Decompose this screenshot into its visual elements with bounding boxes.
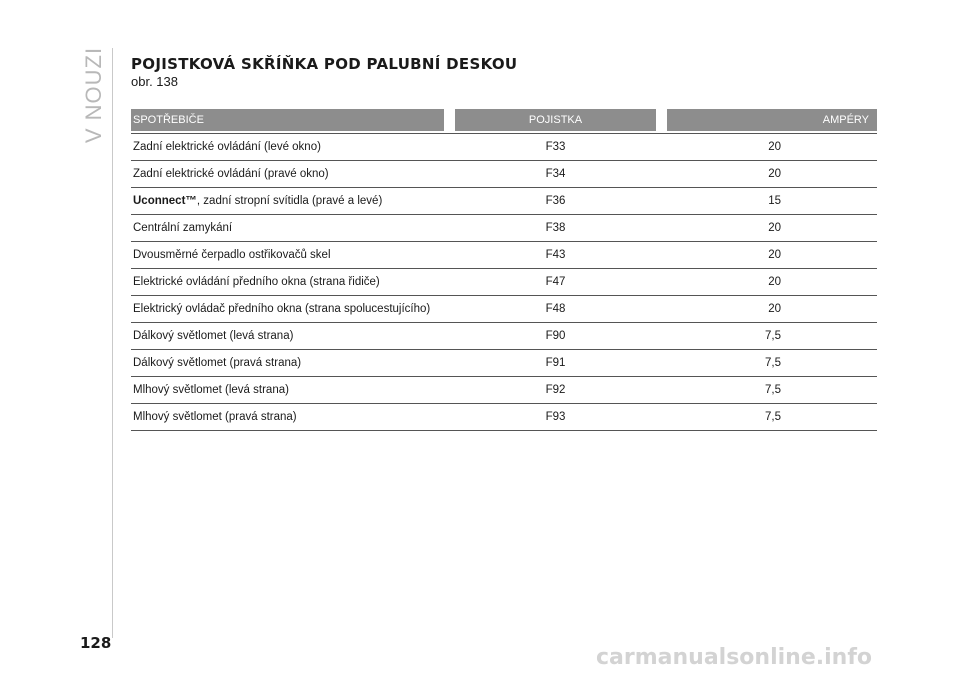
table-row	[131, 350, 877, 377]
table-row	[131, 215, 877, 242]
header-amps: AMPÉRY	[667, 109, 877, 131]
table-row	[131, 323, 877, 350]
cell-consumer	[131, 168, 455, 180]
consumer-text: Dálkový světlomet (levá strana)	[133, 330, 294, 342]
section-tab	[82, 40, 106, 150]
cell-consumer	[131, 249, 455, 261]
cell-fuse: F47	[545, 276, 566, 288]
watermark: carmanualsonline.info	[596, 645, 872, 670]
table-row	[131, 188, 877, 215]
cell-consumer	[131, 222, 455, 234]
header-fuse: POJISTKA	[455, 109, 656, 131]
cell-fuse: F91	[545, 357, 566, 369]
cell-fuse: F48	[545, 303, 566, 315]
consumer-text: Elektrický ovládač předního okna (strana spolucestujícího)	[133, 303, 431, 315]
header-consumer: SPOTŘEBIČE	[131, 109, 444, 131]
cell-amps: 20	[768, 276, 781, 288]
cell-consumer	[131, 303, 455, 315]
table-row	[131, 161, 877, 188]
cell-amps: 7,5	[765, 357, 781, 369]
consumer-text: , zadní stropní svítidla (pravé a levé)	[196, 195, 383, 207]
table-row	[131, 134, 877, 161]
cell-consumer	[131, 141, 455, 153]
cell-fuse: F38	[545, 222, 566, 234]
cell-fuse: F43	[545, 249, 566, 261]
cell-consumer	[131, 195, 455, 207]
fuse-table	[131, 109, 877, 431]
cell-fuse: F33	[545, 141, 566, 153]
cell-consumer	[131, 357, 455, 369]
table-row	[131, 242, 877, 269]
brand-name: Uconnect™	[133, 195, 197, 207]
consumer-text: Elektrické ovládání předního okna (strana řidiče)	[133, 276, 380, 288]
consumer-text: Centrální zamykání	[133, 222, 233, 234]
cell-fuse: F36	[545, 195, 566, 207]
cell-amps: 20	[768, 249, 781, 261]
consumer-text: Zadní elektrické ovládání (levé okno)	[133, 141, 321, 153]
consumer-text: Zadní elektrické ovládání (pravé okno)	[133, 168, 329, 180]
cell-fuse: F92	[545, 384, 566, 396]
table-row	[131, 377, 877, 404]
cell-amps: 15	[768, 195, 781, 207]
page-title: POJISTKOVÁ SKŘÍŇKA POD PALUBNÍ DESKOU	[131, 55, 518, 73]
cell-amps: 7,5	[765, 411, 781, 423]
cell-fuse: F90	[545, 330, 566, 342]
consumer-text: Dálkový světlomet (pravá strana)	[133, 357, 302, 369]
table-row	[131, 296, 877, 323]
cell-amps: 20	[768, 141, 781, 153]
table-body	[131, 134, 877, 431]
table-header	[131, 109, 877, 131]
section-divider	[112, 48, 113, 638]
cell-consumer	[131, 411, 455, 423]
cell-consumer	[131, 276, 455, 288]
consumer-text: Mlhový světlomet (pravá strana)	[133, 411, 297, 423]
table-row	[131, 269, 877, 296]
cell-amps: 20	[768, 168, 781, 180]
cell-fuse: F34	[545, 168, 566, 180]
cell-amps: 20	[768, 303, 781, 315]
cell-amps: 7,5	[765, 384, 781, 396]
section-tab-label: V NOUZI	[81, 46, 107, 144]
cell-consumer	[131, 330, 455, 342]
table-row	[131, 404, 877, 431]
consumer-text: Mlhový světlomet (levá strana)	[133, 384, 289, 396]
cell-consumer	[131, 384, 455, 396]
cell-amps: 20	[768, 222, 781, 234]
page-number: 128	[80, 634, 112, 652]
consumer-text: Dvousměrné čerpadlo ostřikovačů skel	[133, 249, 331, 261]
figure-reference: obr. 138	[131, 74, 178, 89]
cell-fuse: F93	[545, 411, 566, 423]
cell-amps: 7,5	[765, 330, 781, 342]
